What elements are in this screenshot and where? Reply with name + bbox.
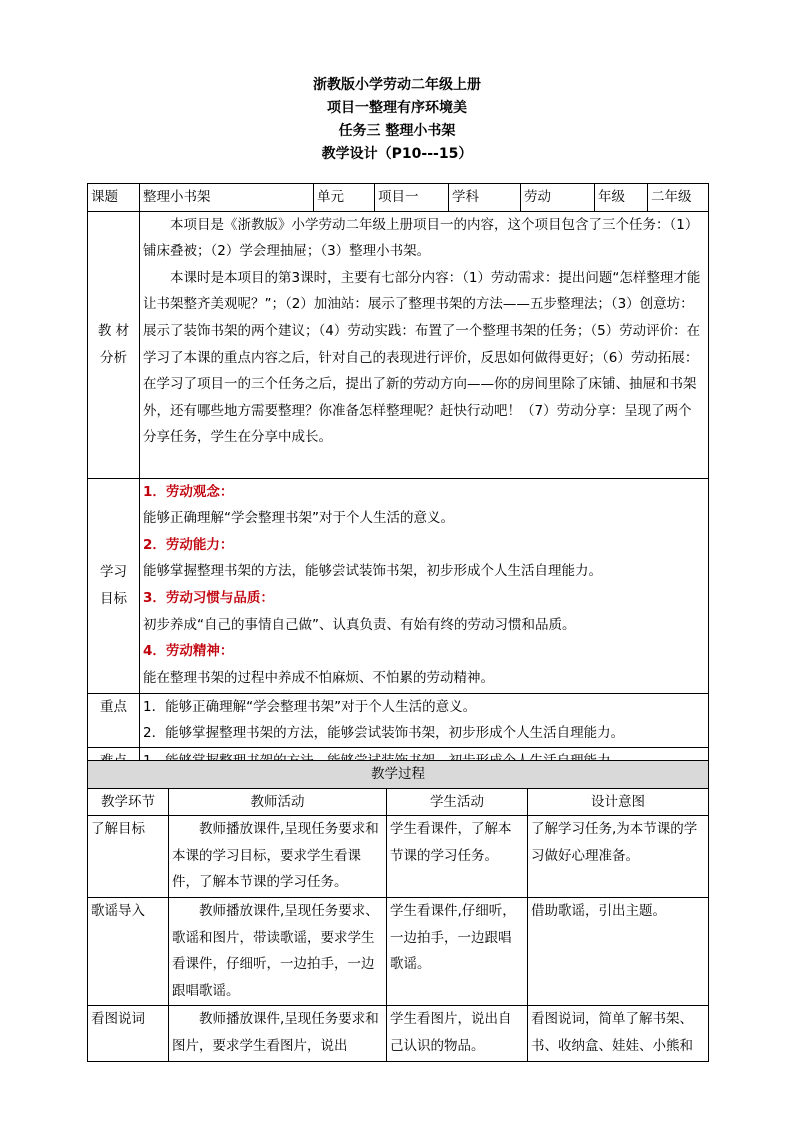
intent-cell: 了解学习任务,为本节课的学习做好心理准备。 xyxy=(528,816,709,898)
doc-title-1: 浙教版小学劳动二年级上册 xyxy=(313,77,481,93)
table-row xyxy=(88,898,709,1006)
stage-cell: 看图说词 xyxy=(88,1006,169,1062)
info-row xyxy=(88,184,709,212)
teaching-process-table xyxy=(87,760,709,1062)
stage-cell: 歌谣导入 xyxy=(88,898,169,1006)
objective-head-3: 3．劳动习惯与品质： xyxy=(143,589,274,606)
key-point-1: 1．能够正确理解“学会整理书架”对于个人生活的意义。 xyxy=(143,698,477,715)
analysis-paragraph-1: 本项目是《浙教版》小学劳动二年级上册项目一的内容，这个项目包含了三个任务：（1）铺床叠被；（2）学会理抽屉；（3）整理小书架。 xyxy=(143,216,699,260)
header-stage: 教学环节 xyxy=(88,788,169,816)
unit-value: 项目一 xyxy=(375,184,449,212)
objectives-row xyxy=(88,478,709,693)
header-teacher: 教师活动 xyxy=(169,788,387,816)
table-row xyxy=(88,1006,709,1062)
lesson-label: 课题 xyxy=(88,184,140,212)
subject-value: 劳动 xyxy=(521,184,595,212)
process-header-row xyxy=(88,788,709,816)
teacher-cell: 教师播放课件,呈现任务要求、歌谣和图片，带读歌谣，要求学生看课件，仔细听，一边拍手，一边跟唱歌谣。 xyxy=(169,898,387,1006)
objective-head-2: 2．劳动能力： xyxy=(143,536,234,553)
objective-text-2: 能够掌握整理书架的方法，能够尝试装饰书架，初步形成个人生活自理能力。 xyxy=(143,563,602,580)
objective-head-4: 4．劳动精神： xyxy=(143,643,234,660)
analysis-row xyxy=(88,211,709,478)
subject-label: 学科 xyxy=(449,184,521,212)
lesson-value: 整理小书架 xyxy=(140,184,314,212)
stage-cell: 了解目标 xyxy=(88,816,169,898)
teacher-cell: 教师播放课件,呈现任务要求和图片，要求学生看图片，说出 xyxy=(169,1006,387,1062)
objective-text-1: 能够正确理解“学会整理书架”对于个人生活的意义。 xyxy=(143,510,454,527)
objective-text-3: 初步养成“自己的事情自己做”、认真负责、有始有终的劳动习惯和品质。 xyxy=(143,616,576,633)
document-titles xyxy=(0,74,794,166)
teacher-cell: 教师播放课件,呈现任务要求和本课的学习目标，要求学生看课件，了解本节课的学习任务。 xyxy=(169,816,387,898)
grade-label: 年级 xyxy=(595,184,648,212)
objective-head-1: 1．劳动观念： xyxy=(143,483,234,500)
key-points-content xyxy=(140,693,709,747)
doc-title-4: 教学设计（P10---15） xyxy=(321,146,473,162)
student-cell: 学生看图片，说出自己认识的物品。 xyxy=(387,1006,528,1062)
intent-cell: 借助歌谣，引出主题。 xyxy=(528,898,709,1006)
table-row xyxy=(88,816,709,898)
analysis-label: 教 材 分析 xyxy=(88,211,140,478)
doc-title-2: 项目一整理有序环境美 xyxy=(327,100,467,116)
header-intent: 设计意图 xyxy=(528,788,709,816)
objectives-content xyxy=(140,478,709,693)
analysis-content xyxy=(140,211,709,478)
lesson-info-table xyxy=(87,183,709,775)
objective-text-4: 能在整理书架的过程中养成不怕麻烦、不怕累的劳动精神。 xyxy=(143,669,494,686)
key-points-row xyxy=(88,693,709,747)
objectives-label: 学习 目标 xyxy=(88,478,140,693)
intent-cell: 看图说词，简单了解书架、书、收纳盒、娃娃、小熊和 xyxy=(528,1006,709,1062)
key-points-label: 重点 xyxy=(88,693,140,747)
process-title: 教学过程 xyxy=(88,761,709,789)
student-cell: 学生看课件，了解本节课的学习任务。 xyxy=(387,816,528,898)
analysis-paragraph-2: 本课时是本项目的第3课时，主要有七部分内容：（1）劳动需求：提出问题“怎样整理才能让书架整齐美观呢？”；（2）加油站：展示了整理书架的方法——五步整理法；（3）创意坊：展示了装饰书架的两个建议；（4）劳动实践：布置了一个整理书架的任务；（5）劳动评价：在学习了本课的重点内容之后，针对自己的表现进行评价，反思如何做得更好；（6）劳动拓展：在学习了项目一的三个任务之后，提出了新的劳动方向——你的房间里除了床铺、抽屉和书架外，还有哪些地方需要整理？你准备怎样整理呢？赶快行动吧！（7）劳动分享：呈现了两个分享任务，学生在分享中成长。 xyxy=(143,269,701,446)
grade-value: 二年级 xyxy=(648,184,709,212)
student-cell: 学生看课件,仔细听，一边拍手，一边跟唱歌谣。 xyxy=(387,898,528,1006)
key-point-2: 2．能够掌握整理书架的方法，能够尝试装饰书架，初步形成个人生活自理能力。 xyxy=(143,725,625,742)
doc-title-3: 任务三 整理小书架 xyxy=(338,123,456,139)
header-student: 学生活动 xyxy=(387,788,528,816)
unit-label: 单元 xyxy=(314,184,375,212)
process-title-row xyxy=(88,761,709,789)
